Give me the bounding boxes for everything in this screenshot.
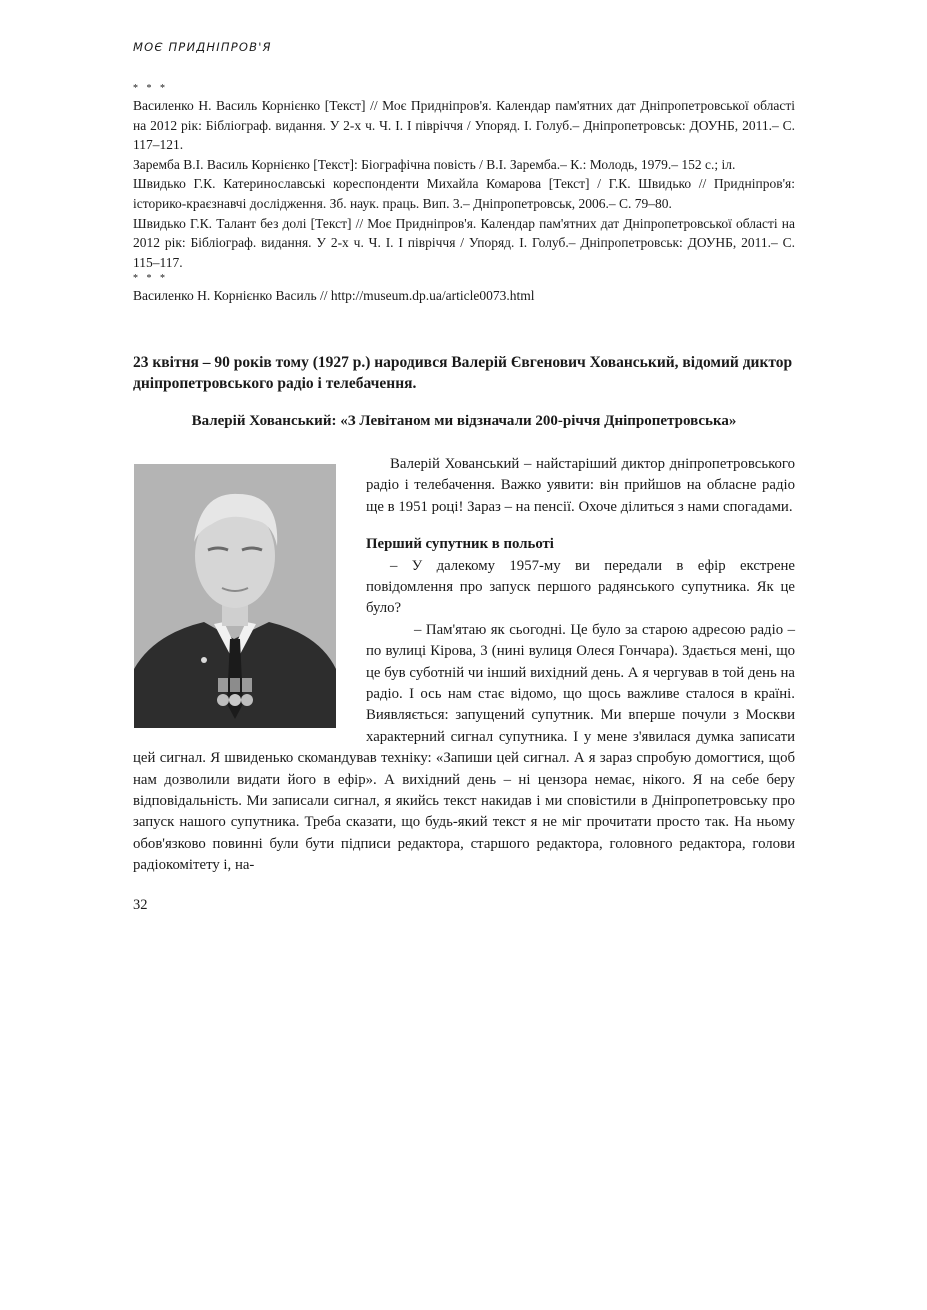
reference-item: Василенко Н. Корнієнко Василь // http://museum.dp.ua/article0073.html: [133, 288, 535, 304]
article-title: Валерій Хованський: «З Левітаном ми відзначали 200-річчя Дніпропетровська»: [191, 412, 737, 429]
separator-stars: * * *: [133, 273, 168, 285]
separator-stars: * * *: [133, 83, 168, 94]
portrait-photo: [134, 464, 336, 728]
article-body: [133, 454, 795, 877]
portrait-illustration: [134, 464, 336, 728]
answer-paragraph: – Пам'ятаю як сьогодні. Це було за старою адресою радіо – по вулиці Кірова, 3 (нині вулиця Олеся Гончара). Здається мені, що це був суботній чи інший вихідний день. А я чергував в той день на радіо. І ось нам стає відомо, що щось важливе сталося в країні. Виявляється: запущений супутник. Ми вперше почули з Москви характерний сигнал супутника. І у мене з'явилася думка записати цей сигнал. Я швиденько скомандував техніку: «Запиши цей сигнал. А я зараз спробую домогтися, щоб нам дозволили видати його в ефір». А вихідний день – ні цензора немає, нікого. Я на себе беру відповідальність. Ми записали сигнал, я якийсь текст накидав і ми сповістили в Дніпропетровську про запуск нашого супутника. Треба сказати, що будь-який текст я не міг прочитати просто так. На ньому обов'язково повинні були бути підписи редактора, старшого редактора, головного редактора, голови радіокомітету і, на-: [133, 621, 795, 874]
page-number: 32: [133, 897, 148, 913]
reference-item: Василенко Н. Василь Корнієнко [Текст] // Моє Придніпров'я. Календар пам'ятних дат Дніпропетровської області на 2012 рік: Бібліограф. видання. У 2-х ч. Ч. І. І півріччя / Упоряд. І. Голуб.– Дніпропетровськ: ДОУНБ, 2011.– С. 117–121.: [133, 98, 795, 153]
intro-paragraph: Валерій Хованський – найстаріший диктор дніпропетровського радіо і телебачення. Важко уявити: він прийшов на обласне радіо ще в 1951 році! Зараз – на пенсії. Охоче ділиться з нами спогадами.: [366, 455, 795, 515]
reference-item: Швидько Г.К. Катеринославські кореспонденти Михайла Комарова [Текст] / Г.К. Швидько // Придніпров'я: історико-краєзнавчі дослідження. Зб. наук. праць. Вип. 3.– Дніпропетровськ, 2006.– С. 79–80.: [133, 176, 795, 211]
reference-item: Швидько Г.К. Талант без долі [Текст] // Моє Придніпров'я. Календар пам'ятних дат Дніпропетровської області на 2012 рік: Бібліограф. видання. У 2-х ч. Ч. І. І півріччя / Упоряд. І. Голуб.– Дніпропетровськ: ДОУНБ, 2011.– С. 115–117.: [133, 215, 795, 270]
question-paragraph: – У далекому 1957-му ви передали в ефір екстрене повідомлення про запуск першого радянського супутника. Як це було?: [366, 557, 795, 617]
subheading: Перший супутник в польоті: [366, 536, 554, 553]
reference-item: Заремба В.І. Василь Корнієнко [Текст]: Біографічна повість / В.І. Заремба.– К.: Молодь, 1979.– 152 с.; іл.: [133, 156, 736, 172]
page-content: [133, 82, 795, 877]
anniversary-heading: 23 квітня – 90 років тому (1927 р.) народився Валерій Євгенович Хованський, відомий диктор дніпропетровського радіо і телебачення.: [133, 353, 793, 392]
running-header: МОЄ ПРИДНІПРОВ'Я: [133, 40, 272, 54]
